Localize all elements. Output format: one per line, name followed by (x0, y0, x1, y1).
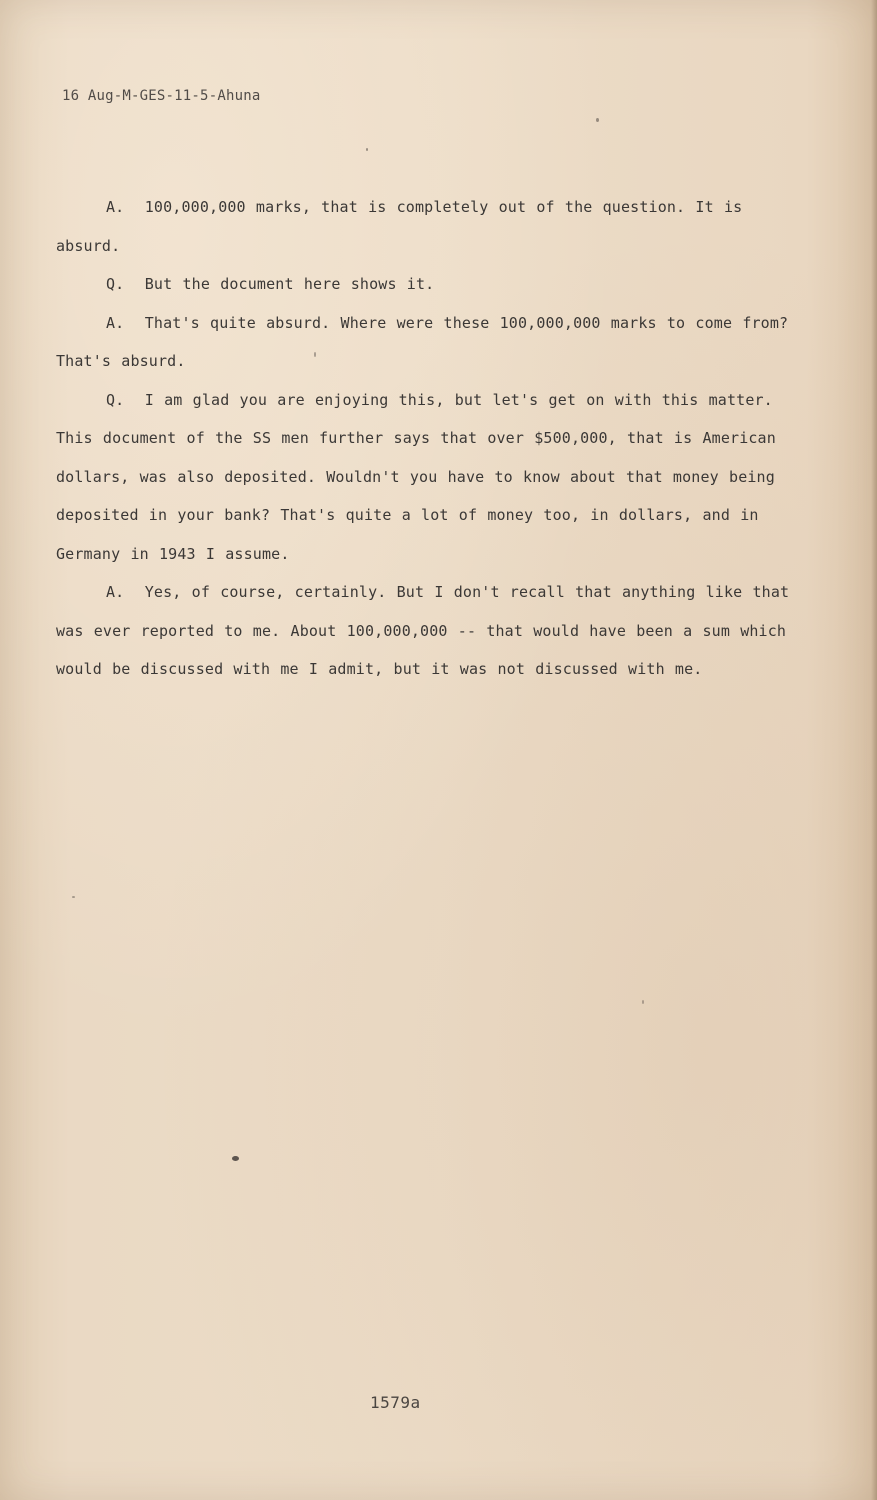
page-number: 1579a (370, 1393, 421, 1412)
paragraph-text: 100,000,000 marks, that is completely out of the question. It is absurd. (56, 198, 743, 255)
paper-speck (232, 1156, 239, 1161)
paper-speck (596, 118, 599, 122)
document-reference: 16 Aug-M-GES-11-5-Ahuna (62, 88, 261, 104)
transcript-paragraph (56, 304, 796, 381)
paragraph-text: I am glad you are enjoying this, but let's get on with this matter. This document of the SS men further says that over $500,000, that is American dollars, was also deposited. Wouldn't you have to know about that money being deposited in your bank? That's quite a lot of money too, in dollars, and in Germany in 1943 I assume. (56, 390, 776, 563)
page-edge-shadow (871, 0, 877, 1500)
transcript-paragraph (56, 573, 796, 689)
speaker-label: A. (106, 583, 125, 601)
transcript-paragraph (56, 381, 796, 574)
paper-speck (642, 1000, 644, 1004)
speaker-label: Q. (106, 275, 125, 293)
transcript-paragraph (56, 188, 796, 265)
speaker-label: Q. (106, 390, 125, 409)
speaker-label: A. (106, 313, 125, 332)
paper-speck (314, 352, 316, 357)
paragraph-text: But the document here shows it. (144, 275, 435, 293)
transcript-body (56, 188, 796, 689)
speaker-label: A. (106, 198, 125, 216)
paragraph-text: Yes, of course, certainly. But I don't recall that anything like that was ever reported to me. About 100,000,000 -- that would have been a sum which would be discussed with me I admit, but it was not discussed with me. (56, 583, 790, 678)
transcript-paragraph (56, 265, 796, 304)
paper-speck (72, 896, 75, 898)
paper-speck (366, 148, 368, 151)
paragraph-text: That's quite absurd. Where were these 100,000,000 marks to come from? That's absurd. (56, 313, 789, 370)
